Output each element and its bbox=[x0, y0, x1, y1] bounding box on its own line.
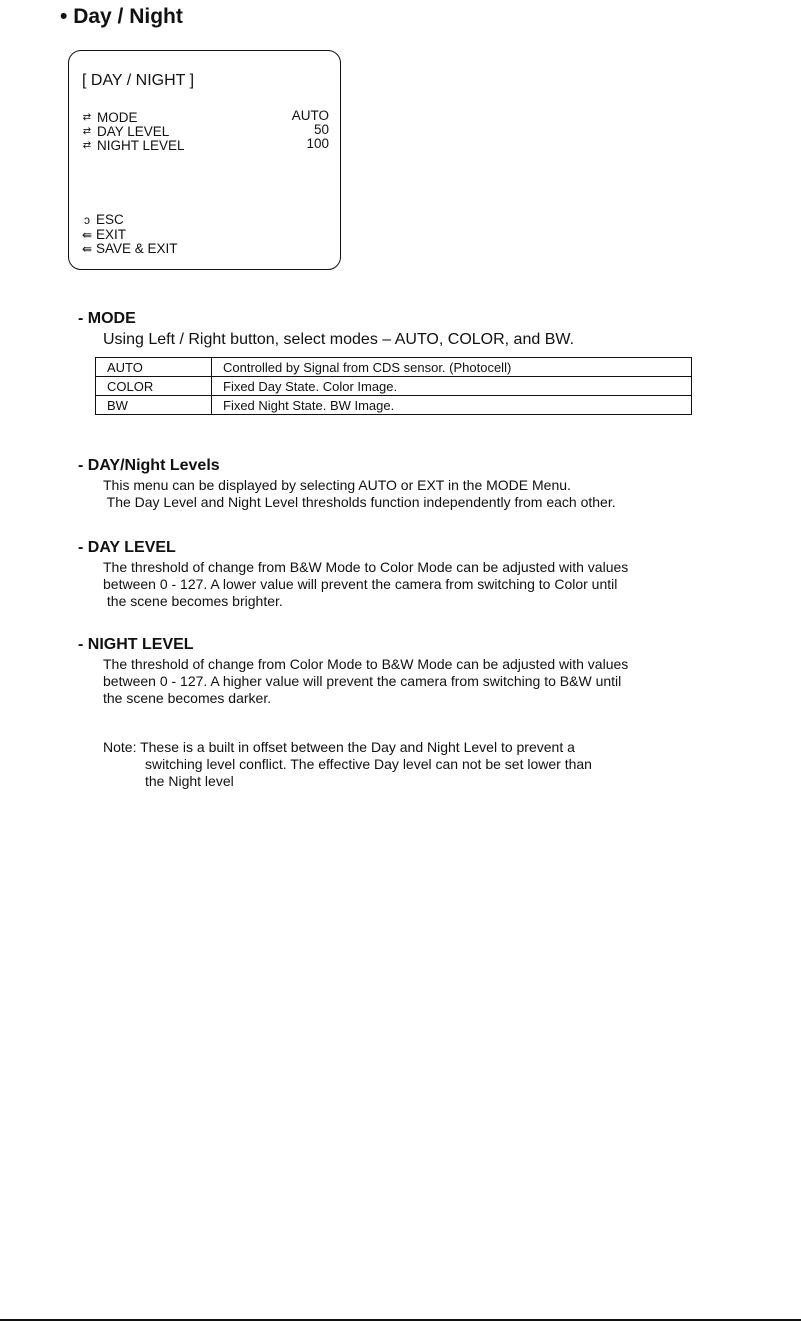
note-line: Note: These is a built in offset between the Day and Night Level to prevent a bbox=[103, 739, 575, 755]
exit-icon: ⇚ bbox=[81, 227, 93, 242]
night-level-section-heading: - NIGHT LEVEL bbox=[78, 636, 194, 653]
paragraph-line: The threshold of change from B&W Mode to Color Mode can be adjusted with values bbox=[103, 559, 629, 575]
bottom-divider bbox=[0, 1319, 801, 1321]
night-level-section-body bbox=[103, 656, 628, 707]
left-right-arrows-icon: ⇄ bbox=[82, 125, 92, 137]
table-row bbox=[96, 377, 692, 396]
osd-row-night-level bbox=[82, 138, 185, 153]
paragraph-line: The threshold of change from Color Mode to B&W Mode can be adjusted with values bbox=[103, 656, 629, 672]
table-cell-mode: COLOR bbox=[96, 377, 212, 396]
paragraph-line: the scene becomes darker. bbox=[103, 690, 272, 706]
osd-value-mode: AUTO bbox=[291, 108, 329, 123]
paragraph-line: The Day Level and Night Level thresholds function independently from each other. bbox=[103, 494, 616, 510]
mode-section-intro: Using Left / Right button, select modes – AUTO, COLOR, and BW. bbox=[103, 331, 575, 348]
osd-menu-title: [ DAY / NIGHT ] bbox=[82, 72, 195, 89]
save-exit-icon: ⇚ bbox=[81, 241, 93, 256]
table-cell-mode: BW bbox=[96, 396, 212, 415]
table-cell-description: Fixed Night State. BW Image. bbox=[212, 396, 692, 415]
page-heading bbox=[60, 5, 183, 29]
table-cell-mode: AUTO bbox=[96, 358, 212, 377]
osd-menu-panel bbox=[68, 50, 341, 270]
osd-row-label: DAY LEVEL bbox=[97, 124, 170, 139]
mode-table bbox=[95, 357, 692, 415]
osd-footer-label: EXIT bbox=[96, 227, 127, 242]
osd-row-mode bbox=[82, 110, 138, 125]
paragraph-line: between 0 - 127. A lower value will prevent the camera from switching to Color until bbox=[103, 576, 618, 592]
left-right-arrows-icon: ⇄ bbox=[82, 139, 92, 151]
levels-section-body bbox=[103, 477, 616, 511]
left-right-arrows-icon: ⇄ bbox=[82, 111, 92, 123]
osd-row-label: NIGHT LEVEL bbox=[97, 138, 185, 153]
osd-row-day-level bbox=[82, 124, 169, 139]
table-row bbox=[96, 396, 692, 415]
osd-footer-esc bbox=[81, 212, 124, 227]
table-cell-description: Controlled by Signal from CDS sensor. (Photocell) bbox=[212, 358, 692, 377]
day-level-section-body bbox=[103, 559, 628, 610]
table-row bbox=[96, 358, 692, 377]
mode-section-heading: - MODE bbox=[78, 310, 136, 327]
paragraph-line: the scene becomes brighter. bbox=[103, 593, 283, 609]
paragraph-line: This menu can be displayed by selecting AUTO or EXT in the MODE Menu. bbox=[103, 477, 571, 493]
note-line: switching level conflict. The effective Day level can not be set lower than bbox=[145, 756, 592, 772]
day-level-section-heading: - DAY LEVEL bbox=[78, 539, 176, 556]
osd-value-night-level: 100 bbox=[306, 136, 329, 151]
note-block bbox=[103, 739, 592, 790]
osd-footer-exit bbox=[81, 227, 126, 242]
levels-section-heading: - DAY/Night Levels bbox=[78, 457, 220, 474]
table-cell-description: Fixed Day State. Color Image. bbox=[212, 377, 692, 396]
page-title: Day / Night bbox=[73, 5, 183, 28]
osd-row-label: MODE bbox=[97, 110, 138, 125]
osd-footer-save-exit bbox=[81, 241, 178, 256]
paragraph-line: between 0 - 127. A higher value will prevent the camera from switching to B&W until bbox=[103, 673, 622, 689]
osd-value-day-level: 50 bbox=[313, 122, 329, 137]
osd-footer-label: ESC bbox=[96, 212, 124, 227]
heading-bullet: • bbox=[60, 5, 68, 28]
osd-footer-label: SAVE & EXIT bbox=[96, 241, 178, 256]
note-line: the Night level bbox=[145, 773, 234, 789]
esc-icon: ↄ bbox=[84, 212, 90, 227]
